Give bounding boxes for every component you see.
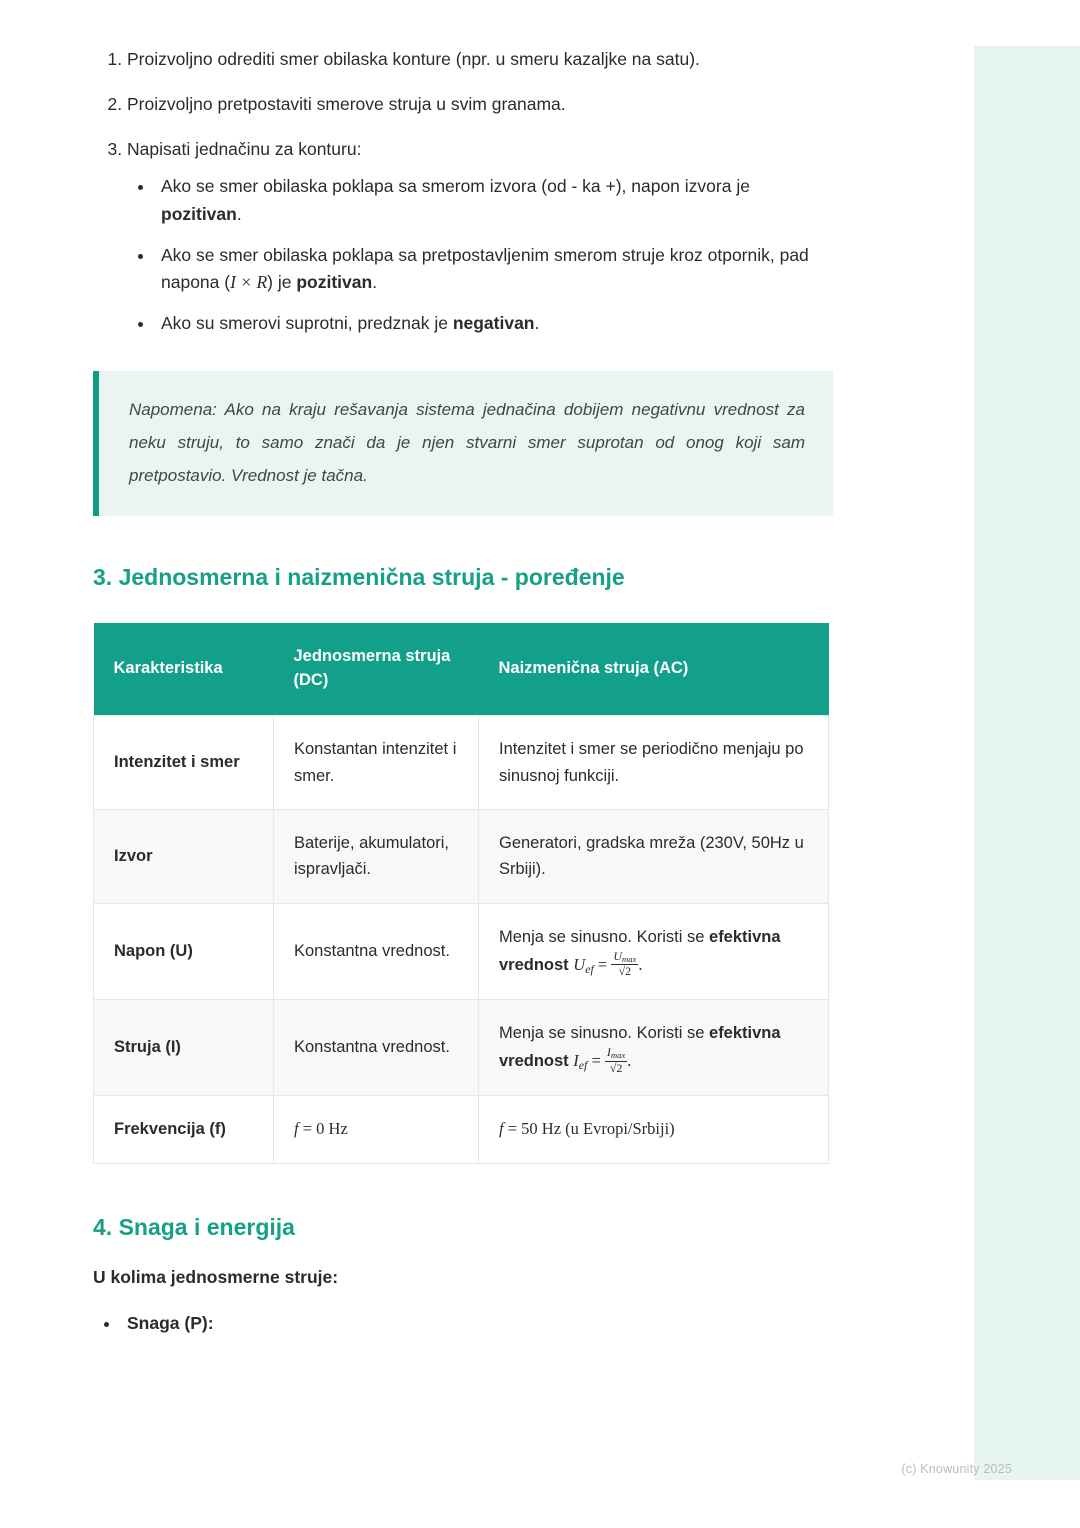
table-row	[94, 1000, 829, 1096]
list-item-label: Napisati jednačinu za konturu:	[127, 139, 362, 160]
table-row	[94, 903, 829, 999]
bullet-text-mid: ) je	[267, 271, 297, 292]
fraction-denominator: √2	[611, 964, 638, 978]
cell-dc: Konstantna vrednost.	[274, 903, 479, 999]
bullet-emphasis: pozitivan	[296, 271, 373, 292]
table-row	[94, 1096, 829, 1163]
section-heading-3: 3. Jednosmerna i naizmenična struja - poređenje	[93, 564, 625, 591]
formula-symbol: U	[573, 955, 586, 975]
cell-ac	[479, 903, 829, 999]
cell-ac	[479, 1096, 829, 1163]
document-content	[93, 46, 833, 1337]
fraction-numerator: I	[606, 1045, 611, 1060]
formula-subscript: ef	[585, 962, 594, 977]
bullet-text-end: .	[236, 203, 242, 224]
cell-text: = 50 Hz (u Evropi/Srbiji)	[503, 1119, 675, 1139]
column-header-ac: Naizmenična struja (AC)	[479, 623, 829, 715]
decorative-band-divider	[971, 46, 974, 1480]
fraction-numerator-subscript: max	[622, 954, 637, 965]
subsection-heading: U kolima jednosmerne struje:	[93, 1266, 339, 1287]
cell-dc: Konstantan intenzitet i smer.	[274, 716, 479, 810]
procedure-list	[93, 46, 833, 337]
bullet-text-end: .	[372, 271, 378, 292]
list-item	[155, 242, 833, 296]
cell-characteristic: Intenzitet i smer	[94, 716, 274, 810]
cell-text: Menja se sinusno. Koristi se	[499, 927, 710, 946]
fraction-numerator-subscript: max	[610, 1050, 626, 1061]
cell-emphasis: efektivna vrednost	[499, 1024, 781, 1071]
cell-dc	[274, 1096, 479, 1163]
fraction-numerator: U	[613, 949, 623, 964]
bullet-emphasis: negativan	[452, 312, 535, 333]
cell-ac	[479, 1000, 829, 1096]
list-item: 2. Proizvoljno pretpostaviti smerove struja u svim granama.	[127, 91, 833, 118]
list-item: 1. Proizvoljno odrediti smer obilaska konture (npr. u smeru kazaljke na satu).	[127, 46, 833, 73]
bullet-text: Ako se smer obilaska poklapa sa pretpostavljenim smerom struje kroz otpornik, pad napona (	[161, 244, 809, 292]
list-item: • Snaga (P):	[121, 1310, 833, 1337]
bullet-text: Ako su smerovi suprotni, predznak je	[161, 312, 453, 333]
column-header-characteristic: Karakteristika	[94, 623, 274, 715]
formula-fraction	[605, 1046, 627, 1074]
inline-formula: I × R	[230, 271, 268, 292]
formula-period: .	[638, 955, 643, 975]
note-text: Napomena: Ako na kraju rešavanja sistema jednačina dobijem negativnu vrednost za neku struju, to samo znači da je njen stvarni smer suprotan od onog koji sam pretpostavio. Vrednost je tačna.	[129, 400, 805, 486]
formula-symbol: f	[294, 1119, 299, 1139]
list-item	[155, 310, 833, 337]
section-heading-4: 4. Snaga i energija	[93, 1213, 295, 1240]
formula-fraction	[611, 950, 638, 978]
table-row	[94, 716, 829, 810]
formula-equals: =	[593, 955, 612, 975]
cell-text: = 0 Hz	[298, 1119, 348, 1139]
bullet-text: Ako se smer obilaska poklapa sa smerom izvora (od - ka +), napon izvora je	[161, 176, 750, 197]
formula-equals: =	[587, 1051, 605, 1071]
list-item	[127, 136, 833, 337]
decorative-right-band	[974, 46, 1080, 1480]
cell-ac: Intenzitet i smer se periodično menjaju po sinusnoj funkciji.	[479, 716, 829, 810]
power-bullet-list	[93, 1310, 833, 1337]
formula-subscript: ef	[578, 1058, 588, 1073]
column-header-dc: Jednosmerna struja (DC)	[274, 623, 479, 715]
list-item	[155, 173, 833, 227]
cell-characteristic: Napon (U)	[94, 903, 274, 999]
cell-text: Menja se sinusno. Koristi se	[499, 1024, 710, 1043]
cell-dc: Baterije, akumulatori, ispravljači.	[274, 810, 479, 904]
comparison-table	[93, 623, 829, 1163]
bullet-text-end: .	[534, 312, 540, 333]
table-header-row	[94, 623, 829, 715]
fraction-denominator: √2	[605, 1061, 627, 1075]
cell-characteristic: Frekvencija (f)	[94, 1096, 274, 1163]
formula-symbol: f	[499, 1119, 504, 1139]
rules-bullet-list	[127, 173, 833, 337]
cell-emphasis: efektivna vrednost	[499, 927, 781, 975]
formula-period: .	[627, 1051, 632, 1071]
cell-ac: Generatori, gradska mreža (230V, 50Hz u Srbiji).	[479, 810, 829, 904]
bullet-emphasis: pozitivan	[161, 203, 237, 224]
cell-characteristic: Izvor	[94, 810, 274, 904]
cell-dc: Konstantna vrednost.	[274, 1000, 479, 1096]
note-callout	[93, 371, 833, 516]
watermark: (c) Knowunity 2025	[901, 1462, 1012, 1476]
cell-characteristic: Struja (I)	[94, 1000, 274, 1096]
formula-symbol: I	[573, 1051, 579, 1071]
table-row	[94, 810, 829, 904]
